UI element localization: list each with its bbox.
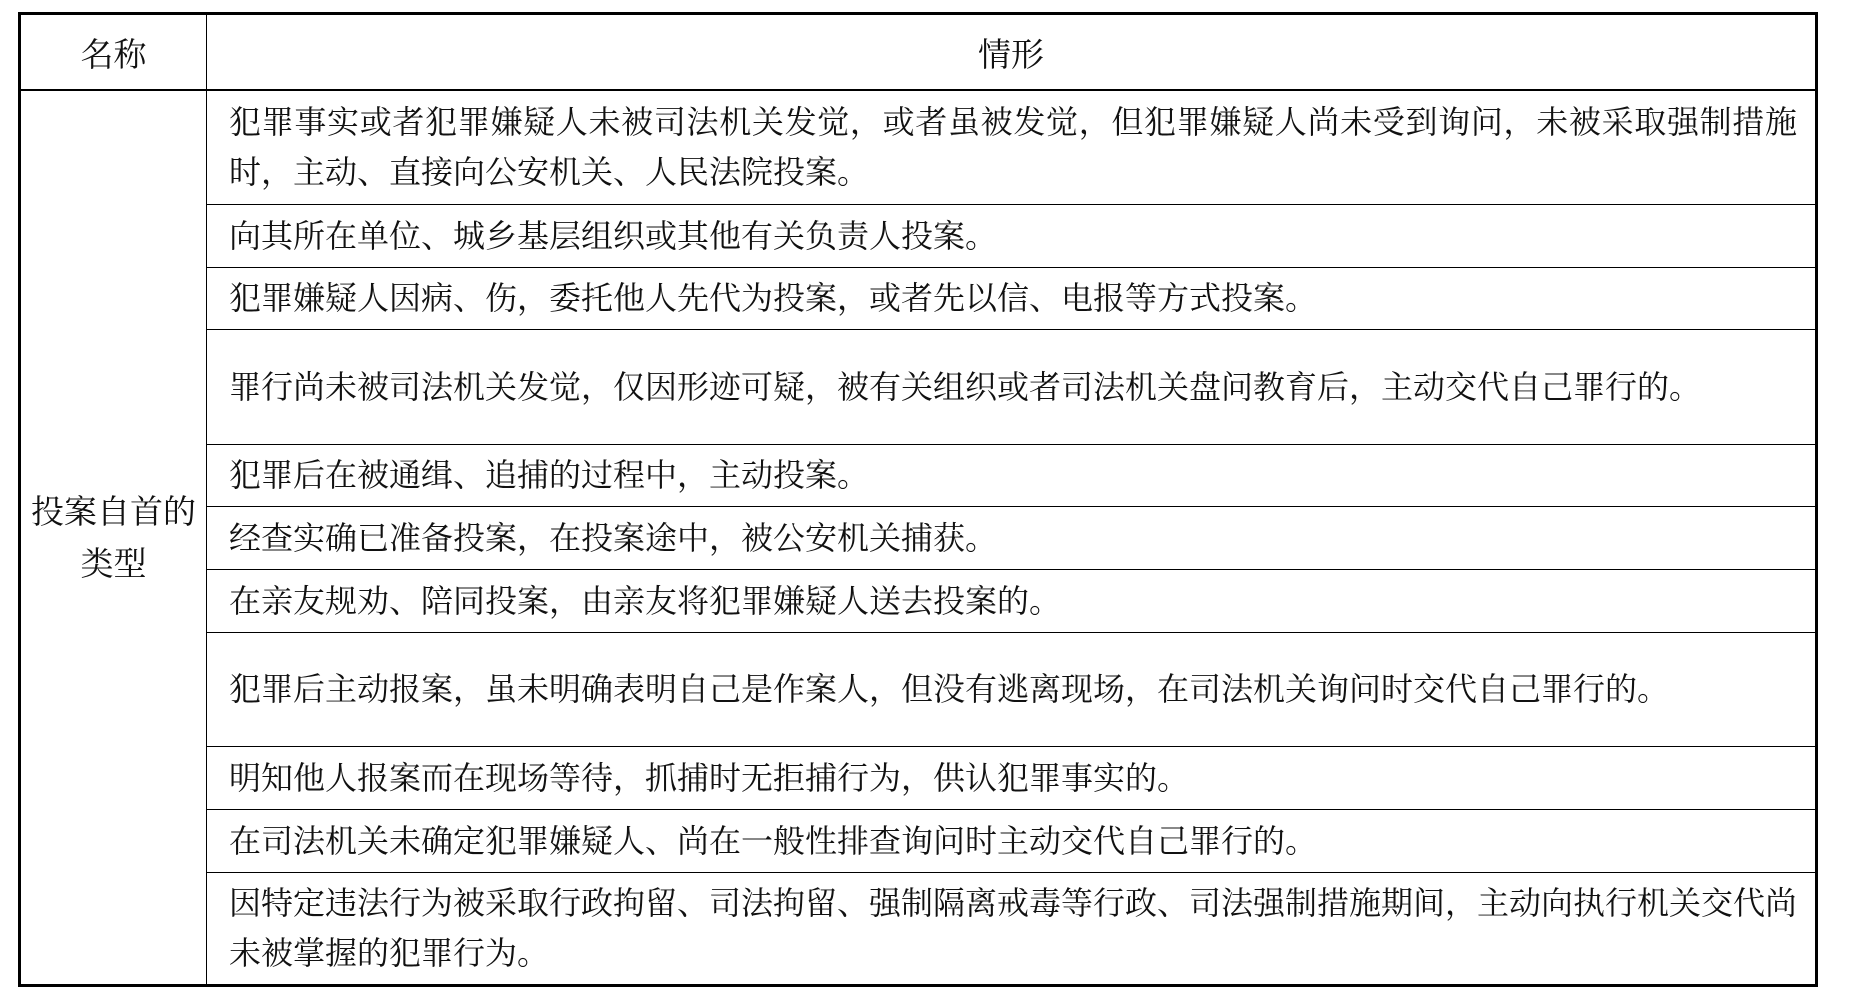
category-cell: 投案自首的类型 (20, 90, 207, 986)
situation-cell: 犯罪后在被通缉、追捕的过程中，主动投案。 (207, 444, 1817, 507)
situation-cell: 明知他人报案而在现场等待，抓捕时无拒捕行为，供认犯罪事实的。 (207, 747, 1817, 810)
surrender-types-table (18, 12, 1818, 987)
header-situation: 情形 (207, 14, 1817, 91)
header-row (20, 14, 1817, 91)
table-row (20, 570, 1817, 633)
situation-cell: 犯罪事实或者犯罪嫌疑人未被司法机关发觉，或者虽被发觉，但犯罪嫌疑人尚未受到询问，未被采取强制措施时，主动、直接向公安机关、人民法院投案。 (207, 90, 1817, 204)
table-row (20, 747, 1817, 810)
header-name: 名称 (20, 14, 207, 91)
situation-cell: 因特定违法行为被采取行政拘留、司法拘留、强制隔离戒毒等行政、司法强制措施期间，主动向执行机关交代尚未被掌握的犯罪行为。 (207, 872, 1817, 985)
situation-cell: 罪行尚未被司法机关发觉，仅因形迹可疑，被有关组织或者司法机关盘问教育后，主动交代自己罪行的。 (207, 330, 1817, 444)
table-row (20, 632, 1817, 746)
situation-cell: 向其所在单位、城乡基层组织或其他有关负责人投案。 (207, 204, 1817, 267)
situation-cell: 经查实确已准备投案，在投案途中，被公安机关捕获。 (207, 507, 1817, 570)
situation-cell: 犯罪后主动报案，虽未明确表明自己是作案人，但没有逃离现场，在司法机关询问时交代自己罪行的。 (207, 632, 1817, 746)
table-row (20, 507, 1817, 570)
table-row (20, 809, 1817, 872)
situation-cell: 在亲友规劝、陪同投案，由亲友将犯罪嫌疑人送去投案的。 (207, 570, 1817, 633)
table-row (20, 444, 1817, 507)
table-row (20, 90, 1817, 204)
table-row (20, 267, 1817, 330)
situation-cell: 犯罪嫌疑人因病、伤，委托他人先代为投案，或者先以信、电报等方式投案。 (207, 267, 1817, 330)
table-row (20, 204, 1817, 267)
table-row (20, 330, 1817, 444)
situation-cell: 在司法机关未确定犯罪嫌疑人、尚在一般性排查询问时主动交代自己罪行的。 (207, 809, 1817, 872)
table-row (20, 872, 1817, 985)
